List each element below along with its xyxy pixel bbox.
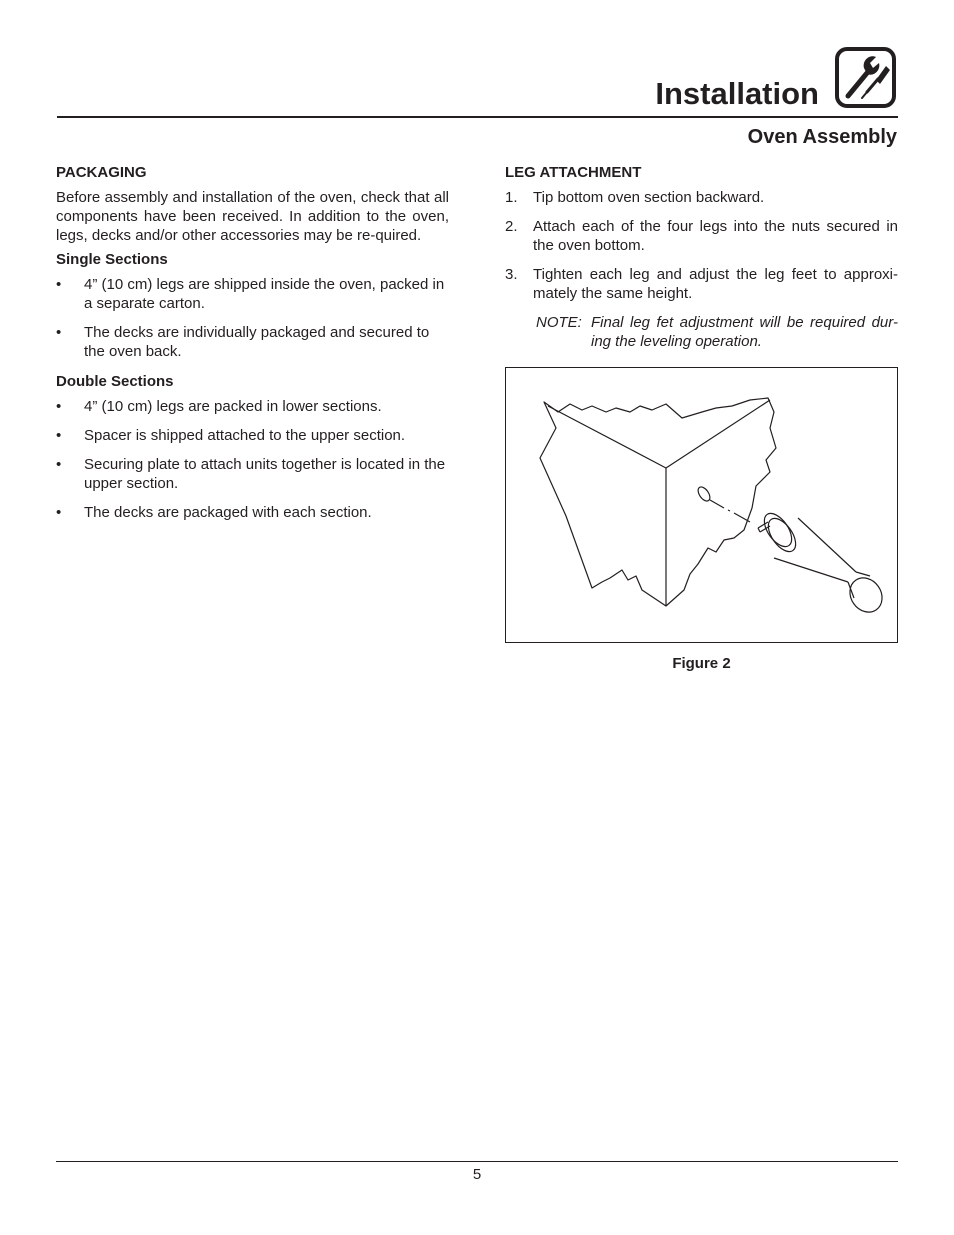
double-sections-heading: Double Sections <box>56 373 174 390</box>
list-item <box>56 275 449 313</box>
step-text: Attach each of the four legs into the nuts secured in the oven bottom. <box>533 218 898 254</box>
list-item-text: The decks are packaged with each section. <box>84 504 372 521</box>
step-number: 3. <box>505 266 518 283</box>
bullet: • <box>56 456 62 473</box>
step-item <box>505 265 898 303</box>
leg-taper <box>774 518 856 582</box>
step-number: 1. <box>505 189 518 206</box>
title-rule <box>57 116 898 118</box>
page-number: 5 <box>472 1166 482 1183</box>
figure-caption: Figure 2 <box>672 655 731 672</box>
step-number: 2. <box>505 218 518 235</box>
oven-section-outline <box>540 398 776 606</box>
list-item <box>56 323 449 361</box>
bullet: • <box>56 427 62 444</box>
single-sections-heading: Single Sections <box>56 251 168 268</box>
step-text: Tighten each leg and adjust the leg feet to approxi-mately the same height. <box>533 266 898 302</box>
list-item-text: 4” (10 cm) legs are shipped inside the oven, packed in a separate carton. <box>84 276 445 312</box>
bullet: • <box>56 324 62 341</box>
list-item-text: Securing plate to attach units together is located in the upper section. <box>84 456 446 492</box>
list-item <box>56 397 449 416</box>
left-column <box>56 162 449 532</box>
leg-attachment-heading: LEG ATTACHMENT <box>505 164 642 181</box>
figure-leg-attachment <box>505 367 898 643</box>
right-column <box>505 162 898 351</box>
list-item-text: Spacer is shipped attached to the upper section. <box>84 427 406 444</box>
center-line <box>710 500 750 522</box>
step-item <box>505 217 898 255</box>
note-label: NOTE: <box>536 314 582 331</box>
list-item-text: 4” (10 cm) legs are packed in lower sections. <box>84 398 382 415</box>
list-item <box>56 455 449 493</box>
section-title: Oven Assembly <box>747 126 897 148</box>
tools-icon <box>834 46 897 109</box>
oven-leg-drawing <box>506 368 897 642</box>
list-item-text: The decks are individually packaged and secured to the oven back. <box>84 324 430 360</box>
list-item <box>56 426 449 445</box>
bullet: • <box>56 504 62 521</box>
packaging-text: Before assembly and installation of the oven, check that all components have been received. In addition to the oven, legs, decks and/or other accessories may be re-quired. <box>56 189 449 244</box>
footer-rule <box>56 1161 898 1162</box>
page-title: Installation <box>655 76 819 111</box>
bullet: • <box>56 398 62 415</box>
packaging-heading: PACKAGING <box>56 164 147 181</box>
list-item <box>56 503 449 522</box>
note-text: Final leg fet adjustment will be required dur-ing the leveling operation. <box>591 314 898 350</box>
bullet: • <box>56 276 62 293</box>
leg-foot <box>843 572 888 619</box>
step-text: Tip bottom oven section backward. <box>533 189 765 206</box>
step-item <box>505 188 898 207</box>
note <box>536 313 898 351</box>
